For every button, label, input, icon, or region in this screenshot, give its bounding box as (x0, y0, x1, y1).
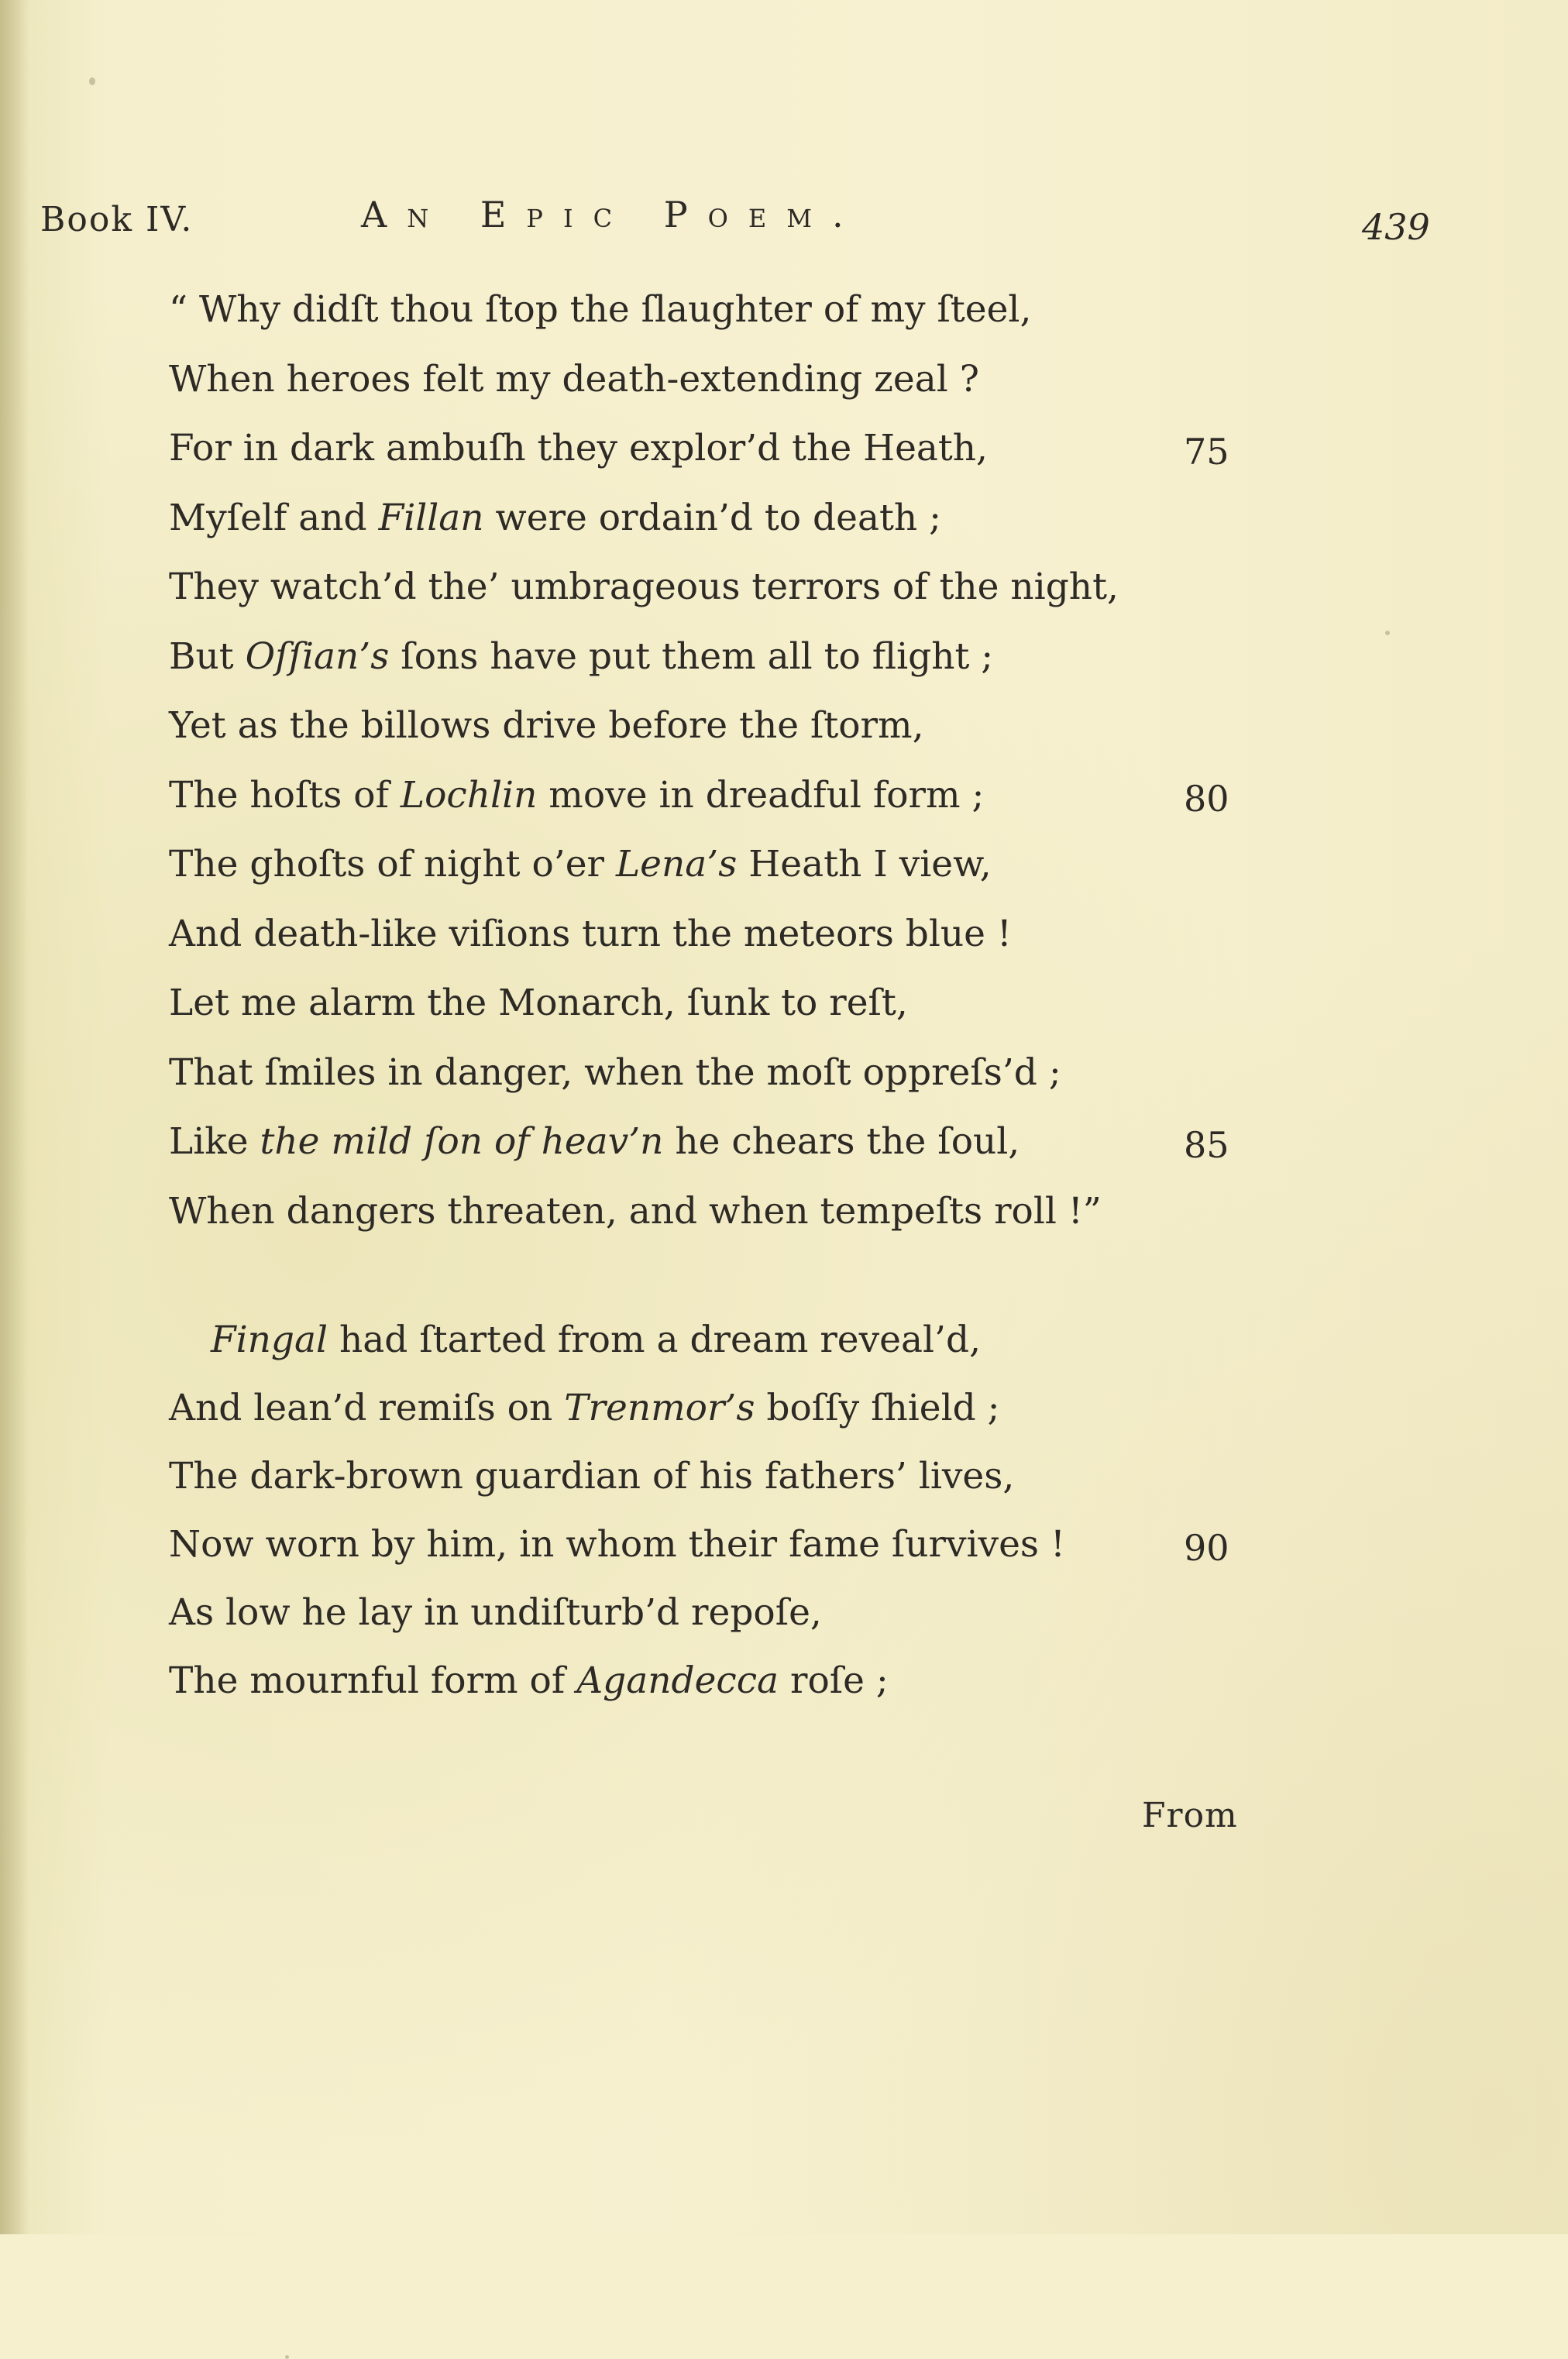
poem-line-text: “ Why didſt thou ſtop the ſlaughter of my ſteel, (169, 288, 1032, 331)
poem-line-text: ſons have put them all to flight ; (389, 634, 994, 678)
poem-line-italic-text: Lena’s (615, 843, 738, 885)
poem-line-text: were ordain’d to death ; (483, 496, 941, 539)
poem-line-italic-text: Fingal (211, 1319, 328, 1361)
poem-line-text: roſe ; (779, 1659, 889, 1702)
poem-line (169, 772, 984, 819)
poem-line-italic-text: the mild ſon of heav’n (260, 1120, 664, 1163)
poem-line (169, 1050, 1061, 1096)
poem-line-text: The dark-brown guardian of his fathers’ lives, (169, 1455, 1015, 1498)
paper-speck (285, 2355, 289, 2359)
poem-line (169, 1385, 1000, 1432)
poem-line-text: Now worn by him, in whom their fame ſurvives ! (169, 1523, 1065, 1566)
poem-line (169, 495, 941, 542)
poem-line-italic-text: Agandecca (576, 1659, 779, 1702)
line-number: 85 (1184, 1124, 1229, 1166)
poem-line-text: When heroes felt my death-extending zeal ? (169, 357, 979, 401)
line-number: 90 (1184, 1527, 1229, 1569)
running-head-title: An Epic Poem. (361, 194, 864, 236)
poem-line-text: Myſelf and (169, 496, 379, 539)
poem-line (169, 564, 1119, 610)
poem-line-text: But (169, 634, 246, 678)
poem-line (169, 911, 1012, 958)
poem-line (169, 980, 908, 1026)
poem-line (169, 841, 992, 888)
poem-line-text: That ſmiles in danger, when the moſt oppreſs’d ; (169, 1051, 1061, 1094)
page-number: 439 (1362, 206, 1430, 248)
poem-line (169, 1119, 1020, 1165)
poem-line-italic-text: Oſſian’s (245, 634, 390, 678)
poem-line-text: The hoſts of (169, 773, 401, 817)
running-header (0, 194, 1568, 262)
poem-line-text: Yet as the billows drive before the ſtorm, (169, 704, 924, 747)
line-number: 75 (1184, 431, 1229, 473)
poem-line-text: he chears the ſoul, (663, 1120, 1020, 1163)
poem-line-text: Let me alarm the Monarch, ſunk to reſt, (169, 982, 908, 1024)
poem-line (169, 1453, 1014, 1500)
poem-line-text: Heath I view, (737, 843, 992, 885)
poem-line-text: boſſy ſhield ; (755, 1387, 1000, 1429)
poem-line-text: The ghoſts of night o’er (169, 843, 616, 885)
poem-line-italic-text: Trenmor’s (564, 1387, 755, 1429)
poem-line-text: And death-like viſions turn the meteors blue ! (169, 912, 1012, 955)
poem-line (169, 634, 993, 680)
spine-shadow (0, 0, 28, 2234)
poem-line (169, 287, 1031, 333)
poem-line-text: The mournful form of (169, 1659, 577, 1702)
poem-line-text: move in dreadful form ; (537, 773, 985, 817)
poem-line (211, 1317, 981, 1363)
poem-line (169, 356, 979, 403)
poem-line (169, 703, 924, 749)
poem-line-italic-text: Lochlin (400, 773, 538, 817)
catchword: From (1142, 1796, 1238, 1835)
running-head-book: Book IV. (40, 200, 194, 239)
poem-line-text: For in dark ambuſh they explor’d the Heath, (169, 427, 988, 469)
poem-line (169, 1590, 822, 1636)
poem-line-text: As low he lay in undiſturb’d repoſe, (169, 1591, 822, 1634)
poem-line (169, 1522, 1065, 1568)
paper-speck (89, 77, 95, 85)
poem-line-text: They watch’d the’ umbrageous terrors of the night, (169, 566, 1119, 608)
poem-line-text: had ſtarted from a dream reveal’d, (328, 1319, 982, 1361)
line-number: 80 (1184, 777, 1229, 820)
poem-line (169, 1188, 1102, 1235)
paper-speck (1385, 631, 1390, 635)
poem-line (169, 425, 988, 472)
poem-line-text: And lean’d remiſs on (169, 1387, 565, 1429)
poem-line-text: Like (169, 1120, 260, 1163)
poem-line-text: When dangers threaten, and when tempeſts roll !” (169, 1189, 1102, 1233)
poem-line (169, 1658, 889, 1704)
poem-line-italic-text: Fillan (378, 496, 484, 539)
